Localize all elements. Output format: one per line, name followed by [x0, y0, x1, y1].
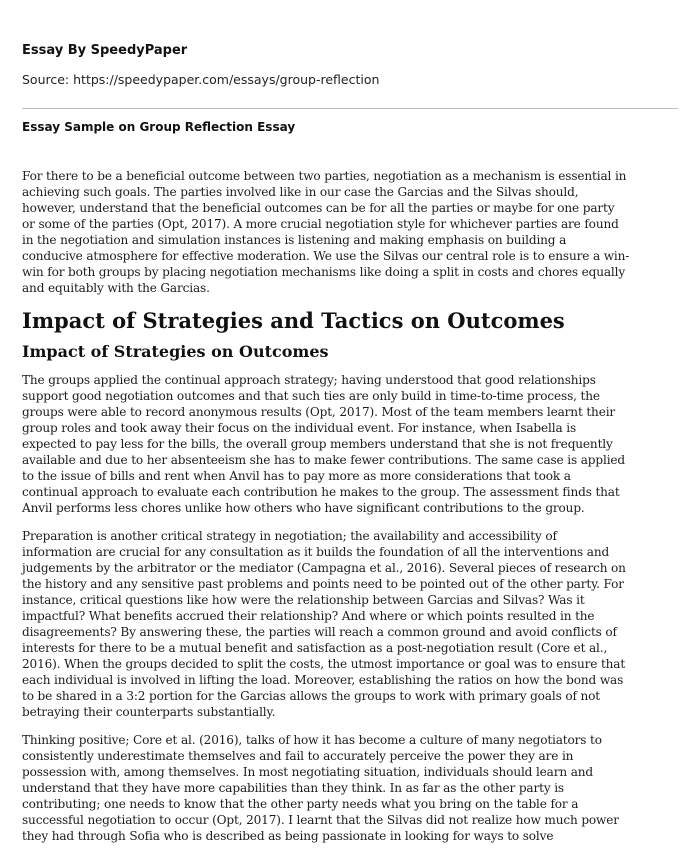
paragraph-continual-approach: The groups applied the continual approach strategy; having understood that good relationships support good negotiation outcomes and that such ties are only build in time-to-time process, the groups were able to record anonymous results (Opt, 2017). Most of the team members learnt their group roles and took away their focus on the individual event. For instance, when Isabella is expected to pay less for the bills, the overall group members understand that she is not frequently available and due to her absenteeism she has to make fewer contributions. The same case is applied to the issue of bills and rent when Anvil has to pay more as more considerations that took a continual approach to evaluate each contribution he makes to the group. The assessment finds that Anvil performs less chores unlike how others who have significant contributions to the group.: [22, 373, 626, 515]
essay-sample-title: Essay Sample on Group Reflection Essay: [22, 120, 296, 134]
header-divider: [22, 108, 678, 109]
subsection-heading: Impact of Strategies on Outcomes: [22, 342, 329, 361]
document-header-title: Essay By SpeedyPaper: [22, 43, 188, 58]
source-url: Source: https://speedypaper.com/essays/group-reflection: [22, 72, 380, 87]
paragraph-thinking-positive: Thinking positive; Core et al. (2016), talks of how it has become a culture of many negotiators to consistently underestimate themselves and fail to accurately perceive the power they are in possession with, among themselves. In most negotiating situation, individuals should learn and understand that they have more capabilities than they think. In as far as the other party is contributing; one needs to know that the other party needs what you bring on the table for a successful negotiation to occur (Opt, 2017). I learnt that the Silvas did not realize how much power they had through Sofia who is described as being passionate in looking for ways to solve: [22, 733, 619, 843]
section-heading: Impact of Strategies and Tactics on Outcomes: [22, 308, 565, 333]
paragraph-preparation: Preparation is another critical strategy in negotiation; the availability and accessibility of information are crucial for any consultation as it builds the foundation of all the interventions and judgements by the arbitrator or the mediator (Campagna et al., 2016). Several pieces of research on the history and any sensitive past problems and points need to be pointed out of the other party. For instance, critical questions like how were the relationship between Garcias and Silvas? Was it impactful? What benefits accrued their relationship? And where or which points resulted in the disagreements? By answering these, the parties will reach a common ground and avoid conflicts of interests for there to be a mutual benefit and satisfaction as a post-negotiation result (Core et al., 2016). When the groups decided to split the costs, the utmost importance or goal was to ensure that each individual is involved in lifting the load. Moreover, establishing the ratios on how the bond was to be shared in a 3:2 portion for the Garcias allows the groups to work with primary goals of not betraying their counterparts substantially.: [22, 529, 626, 719]
essay-body: [22, 168, 682, 856]
intro-paragraph: For there to be a beneficial outcome between two parties, negotiation as a mechanism is essential in achieving such goals. The parties involved like in our case the Garcias and the Silvas should, however, understand that the beneficial outcomes can be for all the parties or maybe for one party or some of the parties (Opt, 2017). A more crucial negotiation style for whichever parties are found in the negotiation and simulation instances is listening and making emphasis on building a conducive atmosphere for effective moderation. We use the Silvas our central role is to ensure a win- win for both groups by placing negotiation mechanisms like doing a split in costs and chores equally and equitably with the Garcias.: [22, 169, 630, 295]
